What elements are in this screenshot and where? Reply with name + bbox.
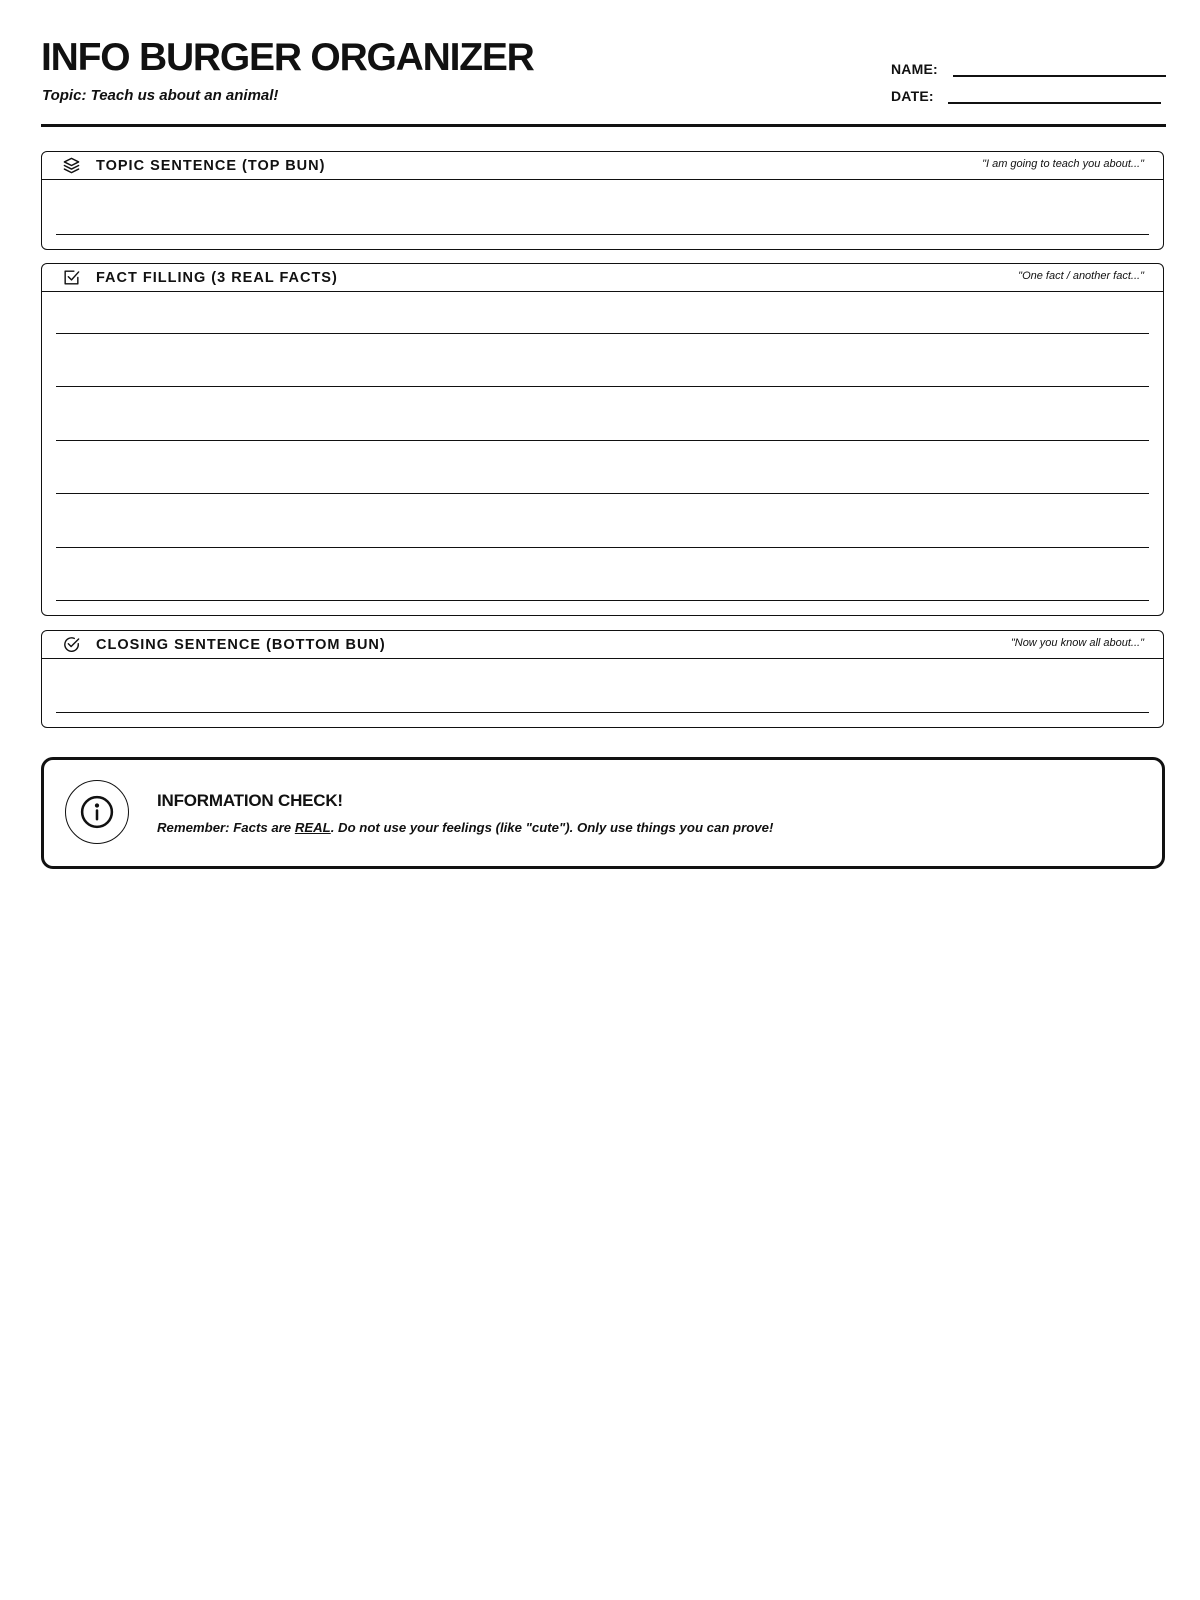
info-check-text: [157, 820, 773, 835]
info-icon: [80, 795, 114, 829]
worksheet-header: [41, 0, 1166, 127]
page-title: INFO BURGER ORGANIZER: [41, 36, 534, 79]
info-check-title: INFORMATION CHECK!: [157, 791, 343, 810]
section-header: [42, 152, 1163, 180]
worksheet-page: [41, 0, 1166, 835]
writing-line[interactable]: [56, 440, 1149, 441]
writing-line[interactable]: [56, 712, 1149, 713]
section-title: FACT FILLING (3 REAL FACTS): [96, 270, 338, 286]
writing-line[interactable]: [56, 600, 1149, 601]
date-label: DATE:: [891, 88, 934, 104]
info-text-start: Remember: Facts are: [157, 820, 295, 835]
info-text-emphasis: REAL: [294, 820, 331, 835]
section-header: [42, 264, 1163, 292]
writing-line[interactable]: [56, 234, 1149, 235]
sentence-starter-hint: "Now you know all about...": [1010, 637, 1144, 649]
layers-icon: [62, 156, 81, 175]
section-header: [42, 631, 1163, 659]
writing-line[interactable]: [56, 547, 1149, 548]
section-title: TOPIC SENTENCE (TOP BUN): [96, 158, 326, 174]
topic-subtitle: Topic: Teach us about an animal!: [42, 87, 279, 104]
information-check-box: [41, 757, 1165, 869]
check-circle-icon: [62, 635, 81, 654]
topic-sentence-section: [41, 151, 1164, 250]
name-input-line[interactable]: [953, 61, 1166, 77]
name-field: [891, 61, 1166, 77]
date-input-line[interactable]: [948, 88, 1161, 104]
writing-line[interactable]: [56, 493, 1149, 494]
writing-line[interactable]: [56, 386, 1149, 387]
name-label: NAME:: [891, 61, 938, 77]
sentence-starter-hint: "One fact / another fact...": [1018, 270, 1144, 282]
writing-line[interactable]: [56, 333, 1149, 334]
section-title: CLOSING SENTENCE (BOTTOM BUN): [96, 637, 386, 653]
info-icon-badge: [65, 780, 129, 844]
closing-sentence-section: [41, 630, 1164, 728]
sentence-starter-hint: "I am going to teach you about...": [982, 158, 1144, 170]
fact-filling-section: [41, 263, 1164, 616]
info-text-end: . Do not use your feelings (like "cute"). Only use things you can prove!: [330, 820, 774, 835]
date-field: [891, 88, 1161, 104]
checkbox-icon: [62, 268, 81, 287]
